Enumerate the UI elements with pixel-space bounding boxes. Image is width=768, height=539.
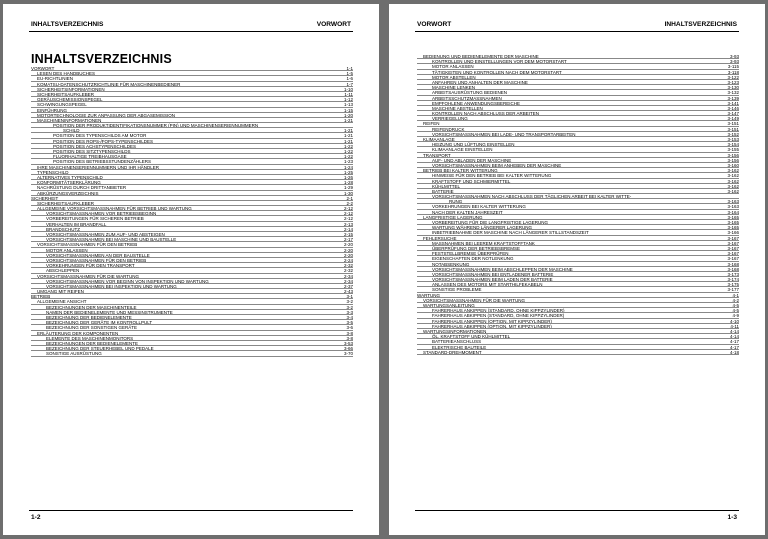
toc-entry-title: KLIMAANLAGE EINSTELLEN	[432, 147, 493, 153]
toc-entry-title: POSITION DES ROPS-/FOPS-TYPENSCHILDES	[53, 138, 154, 144]
toc-entry-title: KONTROLLEN UND EINSTELLUNGEN VOR DEM MOTORSTART	[432, 59, 567, 65]
toc-entry-page: 2-20	[343, 252, 353, 258]
toc-entry-title: VORSICHTSMASSNAHMEN AN DER BAUSTELLE	[46, 252, 150, 258]
toc-entry-title: TÄTIGKEITEN UND KONTROLLEN NACH DEM MOTORSTART	[432, 69, 562, 75]
toc-entry-page: 3-130	[727, 85, 739, 91]
toc-entry[interactable]	[31, 351, 353, 356]
toc-entry-page: 3-162	[727, 183, 739, 189]
toc-entry-title: EIGENSCHAFTEN DER NOTLENKUNG	[432, 256, 514, 262]
toc-entry-page: 3-167	[727, 251, 739, 257]
toc-entry-title: BEZEICHNUNG DER SONSTIGEN GERÄTE	[46, 325, 138, 331]
toc-list	[31, 66, 353, 357]
toc-entry-page: 1-22	[343, 143, 353, 149]
header-right-text: INHALTSVERZEICHNIS	[664, 21, 737, 28]
toc-entry-title: FAHRERHAUS ABKIPPEN (STANDARD, OHNE KIPPZYLINDER)	[432, 313, 565, 319]
toc-entry-page: 3-146	[727, 105, 739, 111]
toc-entry-title: FEHLERSUCHE	[423, 235, 457, 241]
page-footer	[415, 510, 739, 521]
toc-entry-title: SICHERHEITSAUFKLEBER	[37, 200, 95, 206]
toc-entry-title: ALLGEMEINE ANSICHT	[37, 299, 87, 305]
toc-entry-title: VORBEREITUNG FÜR DIE LANGFRISTIGE LAGERUNG	[432, 220, 549, 225]
toc-entry-page: 2-14	[343, 226, 353, 232]
toc-entry-title: WARTUNGSINFORMATIONEN	[423, 328, 487, 334]
toc-entry-page: 3-70	[343, 351, 353, 357]
toc-entry-page: 3-123	[727, 79, 739, 85]
toc-entry-title: KÜHLMITTEL	[432, 183, 461, 189]
toc-entry-page: 1-21	[343, 133, 353, 139]
toc-entry-title: BETRIEB	[31, 294, 51, 300]
toc-entry-title: IHRE MASCHINENSERIENNUMMERN UND IHR HÄNDLER	[37, 164, 160, 170]
toc-entry-page: 3-165	[727, 214, 739, 220]
toc-entry-page: 3-164	[727, 209, 739, 215]
header-right-text: VORWORT	[316, 21, 351, 28]
toc-entry-page: 3-156	[727, 152, 739, 158]
header-left-text: VORWORT	[417, 21, 452, 28]
toc-entry-title: EINFÜHRUNG	[37, 107, 67, 113]
toc-entry-page: 3-166	[727, 230, 739, 236]
toc-entry-page: 1-24	[343, 164, 353, 170]
toc-entry-page: 1-10	[343, 86, 353, 92]
toc-entry-page: 4-9	[732, 313, 739, 319]
toc-entry-page: 2-12	[343, 216, 353, 222]
toc-entry-title: ARBEITSSCHUTZMASSNAHMEN	[432, 95, 502, 101]
toc-entry-title: MASCHINE ABSTELLEN	[432, 105, 483, 111]
toc-entry-title: LESEN DES HANDBUCHES	[37, 71, 96, 77]
toc-entry-title: SONSTIGE AUSRÜSTUNG	[46, 351, 102, 357]
toc-entry-title: KLIMAANLAGE	[423, 137, 455, 142]
toc-entry-page: 3-165	[727, 225, 739, 231]
toc-entry-title: MOTOR ANLASSEN	[432, 64, 474, 70]
toc-entry-title: VORWORT	[31, 66, 55, 71]
toc-entry-title: STANDARD-DREHMOMENT	[423, 349, 482, 355]
toc-entry-page: 4-10	[729, 318, 739, 324]
toc-entry-page: 2-2	[346, 200, 353, 206]
toc-entry-title: ALLGEMEINE VORSICHTSMASSNAHMEN FÜR BETRIEB UND WARTUNG	[37, 206, 192, 212]
toc-entry-title: MOTOR ANLASSEN	[46, 247, 88, 253]
toc-entry-title: ABSCHLEPPEN	[46, 268, 80, 274]
toc-entry-title: NOTABSENKUNG	[432, 261, 470, 267]
toc-entry-title: VORSICHTSMASSNAHMEN VOR BEGINN VON INSPEKTION UND WARTUNG	[46, 278, 209, 284]
toc-entry-title: BATTERIE	[432, 188, 454, 194]
toc-entry-title: VORSICHTSMASSNAHMEN BEI MASCHINE UND BAUSTELLE	[46, 237, 177, 243]
toc-entry-title: LANGFRISTIGE LAGERUNG	[423, 214, 483, 220]
toc-entry-page: 3-4	[346, 315, 353, 320]
toc-entry-page: 1-30	[343, 190, 353, 196]
toc-entry-page: 3-162	[727, 168, 739, 174]
toc-entry-page: 3-168	[727, 266, 739, 272]
toc-entry-title: VORSICHTSMASSNAHMEN BEIM ANHEBEN DER MASCHINE	[432, 162, 562, 168]
toc-entry-page: 2-20	[343, 247, 353, 253]
toc-entry-title: VORSICHTSMASSNAHMEN FÜR DIE WARTUNG	[423, 297, 526, 303]
toc-entry-page: 1-22	[343, 149, 353, 154]
toc-entry-page: 1-21	[343, 138, 353, 144]
toc-entry-title: SCHILD	[63, 128, 80, 134]
toc-entry-title: EMPFOHLENE ANWENDUNGSBEREICHE	[432, 100, 521, 106]
toc-entry-title: KOMATSU-DATENSCHUTZRICHTLINIE FÜR MASCHINENBEDIENER	[37, 81, 181, 87]
toc-entry-title: SONSTIGE PROBLEME	[432, 287, 482, 293]
toc-entry-page: 2-32	[343, 268, 353, 274]
toc-entry-page: 4-5	[732, 303, 739, 308]
toc-entry-title: VORBEREITUNGEN FÜR SICHEREN BETRIEB	[46, 216, 144, 222]
toc-entry-page: 2-12	[343, 206, 353, 212]
toc-entry-title: BATTERIEANSCHLUSS	[432, 339, 482, 345]
toc-entry-page: 4-14	[729, 328, 739, 334]
toc-entry-page: 4-1	[732, 292, 739, 298]
toc-entry-page: 3-152	[727, 131, 739, 137]
toc-entry-title: VORSICHTSMASSNAHMEN BEIM LADEN DER BATTERIE	[432, 277, 553, 283]
toc-entry-page: 2-32	[343, 263, 353, 269]
page-title: INHALTSVERZEICHNIS	[31, 52, 172, 66]
toc-entry-title: HEIZUNG UND LÜFTUNG EINSTELLEN	[432, 142, 515, 148]
toc-entry-title: FAHRERHAUS ANKIPPEN (STANDARD, OHNE KIPPZYLINDER)	[432, 308, 565, 314]
toc-entry-page: 1-22	[343, 154, 353, 160]
toc-entry-page: 2-20	[343, 242, 353, 248]
toc-entry-page: 3-53	[343, 340, 353, 346]
toc-entry-title: MOTORTECHNOLOGIE ZUR ANPASSUNG DER ABGASEMISSION	[37, 112, 176, 118]
toc-entry-title: NACHRÜSTUNG DURCH DRITTANBIETER	[37, 185, 127, 191]
toc-entry-title: ERLÄUTERUNG DER KOMPONENTEN	[37, 330, 119, 336]
toc-entry-page: 1-20	[343, 112, 353, 118]
toc-entry-title: BRANDSCHUTZ	[46, 226, 81, 232]
toc-entry-page: 3-162	[727, 188, 739, 194]
toc-entry-title: VORSICHTSMASSNAHMEN BEI ENTLADENER BATTERIE	[432, 271, 554, 277]
toc-entry-title: BEZEICHNUNG DER BEDIENELEMENTE	[46, 315, 132, 320]
toc-entry-title: ANLASSEN DES MOTORS MIT STARTHILFEKABELN	[432, 282, 543, 288]
toc-entry-title: MASCHINE LENKEN	[432, 85, 476, 91]
toc-entry-page: 2-1	[346, 195, 353, 201]
toc-entry-title: SCHWINGUNGSPEGEL	[37, 102, 87, 108]
toc-list	[417, 54, 739, 355]
toc-entry-page: 2-34	[343, 278, 353, 284]
toc-entry-title: INBETRIEBNAHME DER MASCHINE NACH LÄNGERER STILLSTANDSZEIT	[432, 230, 589, 236]
toc-entry-title: SICHERHEITSINFORMATIONEN	[37, 86, 105, 92]
toc-entry-page: 3-167	[727, 240, 739, 246]
toc-entry-page: 3-5	[346, 320, 353, 326]
header-left-text: INHALTSVERZEICHNIS	[31, 21, 104, 28]
toc-entry-title: WARTUNG WÄHREND LÄNGERER LAGERUNG	[432, 225, 533, 231]
toc-entry-page: 3-151	[727, 121, 739, 127]
toc-entry-title: ABKÜRZUNGSVERZEICHNIS	[37, 190, 99, 196]
toc-entry-page: 4-14	[729, 334, 739, 340]
toc-entry-page: 4-17	[729, 339, 739, 345]
page-number: 1-2	[31, 514, 41, 521]
toc-entry-page: 3-3	[346, 309, 353, 315]
toc-entry-title: POSITION DES SITZTYPENSCHILDS	[53, 149, 131, 154]
toc-entry-page: 3-151	[727, 126, 739, 132]
toc-entry-page: 1-13	[343, 102, 353, 108]
toc-entry-title: AUF- UND ABLADEN DER MASCHINE	[432, 157, 512, 163]
toc-entry-page: 1-25	[343, 169, 353, 175]
toc-entry-page: 3-163	[727, 199, 739, 205]
toc-entry-title: GERÄUSCHEMISSIONSPEGEL	[37, 97, 103, 103]
toc-entry-title: VORSICHTSMASSNAHMEN FÜR DEN BETRIEB	[37, 242, 138, 248]
toc-entry-page: 3-8	[346, 335, 353, 341]
toc-entry-page: 3-163	[727, 204, 739, 210]
toc-entry-page: 3-162	[727, 178, 739, 184]
toc-entry-page: 2-24	[343, 257, 353, 263]
toc-entry-page: 3-139	[727, 95, 739, 101]
toc-entry-title: TRANSPORT	[423, 152, 451, 158]
toc-entry-page: 1-7	[346, 81, 353, 87]
toc-entry-title: WARTUNGSANLEITUNG	[423, 303, 475, 308]
toc-entry-page: 4-17	[729, 344, 739, 350]
toc-entry-page: 1-11	[344, 91, 353, 97]
toc-entry-title: KONFORMITÄTSERKLÄRUNG	[37, 180, 101, 186]
toc-entry-page: 4-5	[732, 308, 739, 314]
toc-entry-page: 3-93	[729, 59, 739, 65]
toc-entry-title: VORSICHTSMASSNAHMEN BEI INSPEKTION UND WARTUNG	[46, 283, 177, 289]
toc-entry-page: 2-13	[343, 221, 353, 227]
toc-entry-page: 3-175	[727, 282, 739, 288]
toc-entry-title: REIFENDRUCK	[432, 126, 465, 132]
toc-entry-title: BEZEICHNUNGEN DER BEDIENELEMENTE	[46, 340, 139, 346]
page-footer	[29, 510, 353, 521]
toc-entry-title: VORSICHTSMASSNAHMEN BEI LADE- UND TRANSPORTARBEITEN	[432, 131, 576, 137]
toc-entry-title: POSITION DES BETRIEBSSTUNDENZÄHLERS	[53, 159, 152, 165]
page-header	[415, 16, 739, 32]
toc-entry-page: 2-43	[343, 289, 353, 295]
toc-entry-title: VORSICHTSMASSNAHMEN FÜR DIE WARTUNG	[37, 273, 140, 279]
toc-entry-title: ÜBERPRÜFUNG DER BETRIEBSBREMSE	[432, 245, 521, 251]
toc-entry-page: 3-147	[727, 111, 739, 117]
toc-entry-page: 1-6	[346, 76, 353, 82]
toc-entry-page: 1-28	[343, 180, 353, 186]
toc-entry-page: 1-21	[343, 128, 353, 134]
toc-entry-page: 3-93	[729, 54, 739, 59]
toc-entry-title: ANFAHREN UND ANHALTEN DER MASCHINE	[432, 79, 528, 85]
toc-entry-title: VORSICHTSMASSNAHMEN FÜR DEN BETRIEB	[46, 257, 147, 263]
toc-entry-title: ELEMENTE DES MASCHINENMONITORS	[46, 335, 134, 341]
toc-entry-page: 1-15	[343, 107, 353, 113]
toc-entry-title: SICHERHEIT	[31, 195, 59, 201]
toc-entry-page: 4-2	[732, 297, 739, 303]
toc-entry-page: 3-160	[727, 162, 739, 168]
toc-entry-page: 3-2	[346, 304, 353, 310]
toc-entry-title: VORSICHTSMASSNAHMEN BEIM ABSCHLEPPEN DER MASCHINE	[432, 266, 573, 272]
toc-entry-title: FAHRERHAUS ANKIPPEN (OPTION, MIT KIPPZYLINDER)	[432, 318, 552, 324]
toc-entry-page: 1-1	[346, 66, 353, 71]
document-page-left	[3, 4, 379, 535]
toc-entry-title: VERRIEGELUNG	[432, 116, 468, 122]
toc-entry-title: HINWEISE FÜR DEN BETRIEB BEI KALTER WITTERUNG	[432, 173, 552, 179]
toc-entry-title: ÖL, KRAFTSTOFF UND KÜHLMITTEL	[432, 334, 511, 340]
toc-entry-page: 3-168	[727, 261, 739, 267]
toc-entry-page: 1-26	[343, 174, 353, 180]
toc-entry-page: 3-8	[346, 330, 353, 336]
toc-entry-page: 3-167	[727, 235, 739, 241]
page-header	[29, 16, 353, 32]
toc-entry-title: VORKEHRUNGEN FÜR DEN TRANSPORT	[46, 263, 135, 269]
toc-entry-page: 3-174	[727, 277, 739, 283]
toc-entry-title: RUNG	[449, 199, 463, 205]
toc-entry-title: POSITION DES ACHSTYPENSCHILDES	[53, 143, 137, 149]
toc-entry-title: BEZEICHNUNG DER GERÄTE IM KONTROLLPULT	[46, 320, 153, 326]
toc-entry-title: FESTSTELLBREMSE ÜBERPRÜFEN	[432, 251, 509, 257]
toc-entry-page: 3-118	[727, 69, 739, 75]
toc-entry-title: NAMEN DER BEDIENELEMENTE UND MESSINSTRUMENTE	[46, 309, 173, 315]
toc-entry-title: ARBEITSAUSRÜSTUNG BEDIENEN	[432, 90, 508, 96]
toc-entry-title: KRAFTSTOFF UND SCHMIERMITTEL	[432, 178, 511, 184]
toc-entry-page: 3-122	[727, 74, 739, 80]
toc-entry-page: 1-5	[346, 71, 353, 77]
toc-entry-title: WARTUNG	[417, 292, 440, 298]
toc-entry-title: BETRIEB BEI KALTER WITTERUNG	[423, 168, 498, 174]
toc-entry-page: 2-17	[343, 237, 353, 243]
toc-entry-title: VORKEHRUNGEN BEI KALTER WITTERUNG	[432, 204, 526, 210]
toc-entry-page: 4-11	[730, 323, 739, 329]
toc-entry-page: 3-154	[727, 142, 739, 148]
toc-entry-page: 3-167	[727, 245, 739, 251]
toc-entry-page: 3-177	[727, 287, 739, 293]
toc-entry-title: MOTOR ABSTELLEN	[432, 74, 476, 80]
toc-entry-title: ALTERNATIVES TYPENSCHILD	[37, 174, 103, 180]
toc-entry-page: 2-15	[343, 232, 353, 237]
toc-entry-page: 3-173	[727, 271, 739, 277]
toc-entry-title: FLUORHALTIGE TREIBHAUSGASE	[53, 154, 127, 160]
toc-entry-page: 3-167	[727, 256, 739, 262]
toc-entry-page: 1-29	[343, 185, 353, 191]
toc-entry-title: UMGANG MIT REIFEN	[37, 289, 84, 295]
toc-entry-title: KONTROLLEN NACH ABSCHLUSS DER ARBEITEN	[432, 111, 540, 117]
toc-entry-title: NACH DER KALTEN JAHRESZEIT	[432, 209, 503, 215]
toc-entry-page: 3-165	[727, 220, 739, 225]
toc-entry-title: ELEKTRISCHE BAUTEILE	[432, 344, 487, 350]
toc-entry-page: 2-37	[343, 283, 353, 289]
toc-entry-page: 3-115	[727, 64, 739, 70]
toc-entry-page: 1-12	[343, 97, 353, 103]
toc-entry-page: 4-18	[729, 349, 739, 355]
toc-entry-title: REIFEN	[423, 121, 440, 127]
toc-entry[interactable]	[417, 350, 739, 355]
toc-entry-title: VORSICHTSMASSNAHMEN VOR BETRIEBSBEGINN	[46, 211, 157, 217]
toc-entry-title: SICHERHEITSAUFKLEBER	[37, 91, 95, 97]
toc-entry-page: 3-2	[346, 299, 353, 305]
document-page-right	[389, 4, 765, 535]
toc-entry-page: 3-132	[727, 90, 739, 96]
toc-entry-page: 3-149	[727, 116, 739, 122]
toc-entry-page: 2-34	[343, 273, 353, 279]
toc-entry-page: 1-23	[343, 159, 353, 165]
toc-entry-page: 2-12	[343, 211, 353, 217]
toc-entry-title: EU-RICHTLINIEN	[37, 76, 74, 82]
toc-entry-page: 3-155	[727, 147, 739, 153]
toc-entry-page: 3-141	[727, 100, 739, 106]
toc-entry-title: FAHRERHAUS ABKIPPEN (OPTION, MIT KIPPZYLINDER)	[432, 323, 552, 329]
page-number: 1-3	[727, 514, 737, 521]
toc-entry-title: MASCHINENINFORMATIONEN	[37, 117, 102, 123]
toc-entry-title: TYPENSCHILD	[37, 169, 69, 175]
toc-entry-title: POSITION DER PRODUKTIDENTIFIKATIONSNUMMER (PIN) UND MASCHINENSERIENNUMMERN	[53, 123, 259, 129]
toc-entry-page: 3-6	[346, 325, 353, 331]
toc-entry-title: BEZEICHNUNG DER STEUERHEBEL UND PEDALE	[46, 346, 154, 352]
toc-entry-page: 3-1	[346, 294, 353, 300]
toc-entry-title: BEZEICHNUNGEN DER MASCHINENTEILE	[46, 304, 137, 310]
toc-entry-page: 3-156	[727, 157, 739, 163]
toc-entry-title: POSITION DES TYPENSCHILDS AM MOTOR	[53, 133, 147, 139]
toc-entry-page: 3-162	[727, 173, 739, 179]
toc-entry-title: MASSNAHMEN BEI LEEREM KRAFTSTOFFTANK	[432, 240, 535, 246]
toc-entry-title: VERHALTEN IM BRANDFALL	[46, 221, 107, 227]
toc-entry-page: 3-66	[343, 346, 353, 352]
toc-entry-title: VORSICHTSMASSNAHMEN ZUM AUF- UND ABSTEIGEN	[46, 232, 165, 237]
toc-entry-title: VORSICHTSMASSNAHMEN NACH ABSCHLUSS DER TÄGLICHEN ARBEIT BEI KALTER WITTE-	[432, 194, 632, 200]
toc-entry-page: 3-153	[727, 137, 739, 142]
toc-entry-page: 1-21	[343, 117, 353, 123]
toc-entry-title: BEDIENUNG UND BEDIENELEMENTE DER MASCHINE	[423, 54, 539, 59]
